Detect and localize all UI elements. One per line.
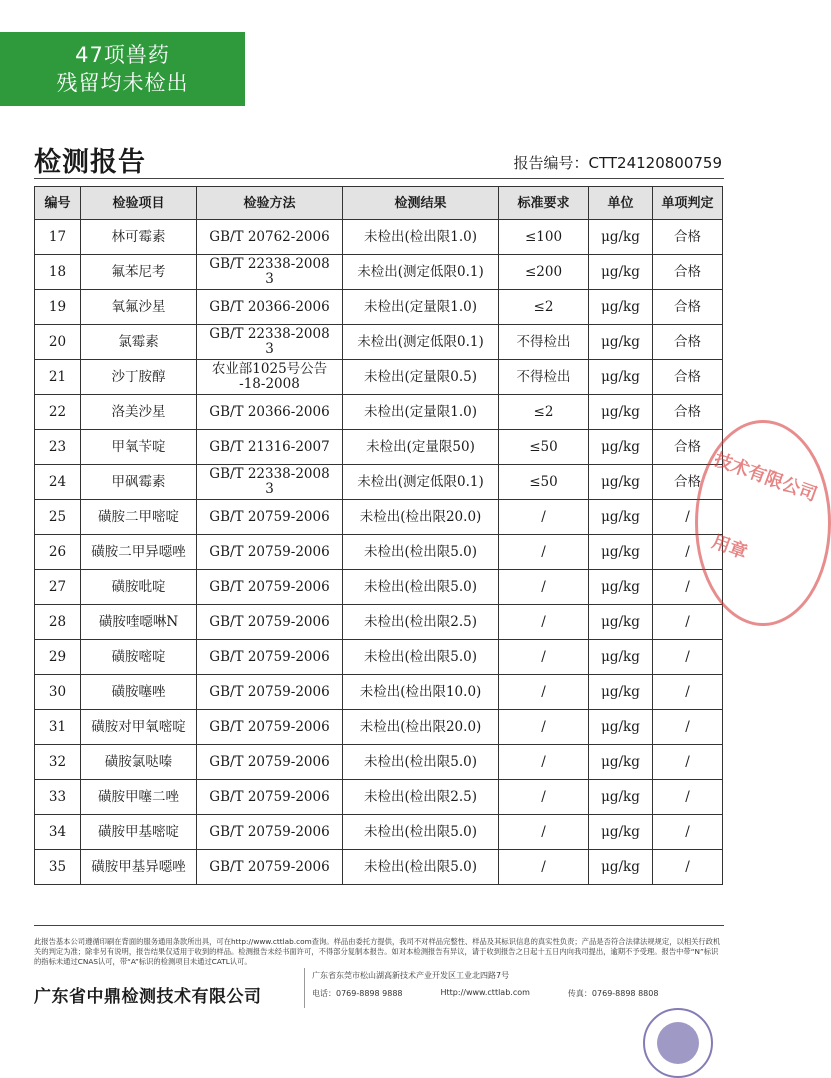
method-cell: GB/T 20759-2006 [197,745,343,780]
item-name-cell: 磺胺氯哒嗪 [81,745,197,780]
result-cell: 未检出(测定低限0.1) [343,255,499,290]
unit-cell: μg/kg [589,465,653,500]
standard-cell: / [499,815,589,850]
item-name-cell: 林可霉素 [81,220,197,255]
header-cell: 编号 [35,187,81,220]
judgement-cell: / [653,745,723,780]
judgement-cell: 合格 [653,360,723,395]
unit-cell: μg/kg [589,395,653,430]
item-name-cell: 沙丁胺醇 [81,360,197,395]
method-cell: GB/T 20759-2006 [197,500,343,535]
item-name-cell: 磺胺对甲氧嘧啶 [81,710,197,745]
red-official-stamp [695,420,831,626]
standard-cell: / [499,640,589,675]
unit-cell: μg/kg [589,745,653,780]
method-cell: GB/T 20366-2006 [197,395,343,430]
table-row [35,780,723,815]
company-name: 广东省中鼎检测技术有限公司 [34,987,262,1007]
table-row [35,395,723,430]
item-number-cell: 34 [35,815,81,850]
judgement-cell: 合格 [653,395,723,430]
stamp-text: 技术有限公司 [711,449,820,506]
result-cell: 未检出(检出限5.0) [343,850,499,885]
item-number-cell: 35 [35,850,81,885]
fax-number: 传真：0769-8898 8808 [567,989,659,998]
result-cell: 未检出(检出限1.0) [343,220,499,255]
banner-line-2: 残留均未检出 [56,71,189,95]
table-row [35,640,723,675]
table-row [35,815,723,850]
item-name-cell: 氯霉素 [81,325,197,360]
unit-cell: μg/kg [589,430,653,465]
item-number-cell: 28 [35,605,81,640]
header-cell: 检验项目 [81,187,197,220]
item-name-cell: 磺胺喹噁啉N [81,605,197,640]
method-cell: GB/T 22338-2008 3 [197,465,343,500]
result-cell: 未检出(检出限5.0) [343,815,499,850]
result-cell: 未检出(检出限2.5) [343,605,499,640]
item-number-cell: 29 [35,640,81,675]
method-cell: GB/T 22338-2008 3 [197,255,343,290]
company-address: 广东省东莞市松山湖高新技术产业开发区工业北四路7号 [312,971,510,980]
method-cell: GB/T 20759-2006 [197,710,343,745]
disclaimer-text: 此报告基本公司遵循印刷在背面的服务通用条款所出具，可在http://www.cttlab.com查询。样品由委托方提供，我司不对样品完整性、样品及其标识信息的真实性负责；产品是否符合法律法规规定，以相关行政机关的判定为准；除非另有说明，报告结果仅适用于收到的样品。检测报告未经书面许可，不得部分复制本报告。如对本检测报告有异议，请于收到报告之日起十五日内向我司提出，逾期不予受理。报告中带“N”标识的指标未通过CNAS认可，带“A”标识的检测项目未通过CATL认可。 [34,937,721,966]
judgement-cell: / [653,850,723,885]
result-cell: 未检出(检出限20.0) [343,710,499,745]
standard-cell: ≤200 [499,255,589,290]
table-row [35,465,723,500]
report-number: 报告编号：CTT24120800759 [513,154,722,172]
result-cell: 未检出(检出限10.0) [343,675,499,710]
item-number-cell: 19 [35,290,81,325]
result-cell: 未检出(检出限5.0) [343,535,499,570]
banner-line-1: 47项兽药 [75,43,170,67]
standard-cell: / [499,570,589,605]
footer-divider [34,925,724,926]
header-divider [34,178,724,179]
item-name-cell: 磺胺甲基嘧啶 [81,815,197,850]
item-name-cell: 氧氟沙星 [81,290,197,325]
judgement-cell: / [653,570,723,605]
table-row [35,570,723,605]
result-cell: 未检出(定量限1.0) [343,290,499,325]
unit-cell: μg/kg [589,605,653,640]
item-number-cell: 31 [35,710,81,745]
item-number-cell: 33 [35,780,81,815]
judgement-cell: 合格 [653,430,723,465]
unit-cell: μg/kg [589,815,653,850]
contact-line [312,988,742,999]
standard-cell: / [499,535,589,570]
item-number-cell: 22 [35,395,81,430]
table-row [35,430,723,465]
unit-cell: μg/kg [589,535,653,570]
method-cell: GB/T 20759-2006 [197,815,343,850]
judgement-cell: / [653,710,723,745]
standard-cell: / [499,745,589,780]
table-row [35,675,723,710]
item-number-cell: 21 [35,360,81,395]
result-cell: 未检出(检出限5.0) [343,640,499,675]
unit-cell: μg/kg [589,570,653,605]
method-cell: GB/T 20759-2006 [197,570,343,605]
result-cell: 未检出(测定低限0.1) [343,465,499,500]
item-name-cell: 甲氧苄啶 [81,430,197,465]
unit-cell: μg/kg [589,850,653,885]
standard-cell: ≤50 [499,465,589,500]
method-cell: GB/T 21316-2007 [197,430,343,465]
item-name-cell: 洛美沙星 [81,395,197,430]
item-number-cell: 20 [35,325,81,360]
stamp-fragment: 用章 [708,531,750,564]
item-number-cell: 30 [35,675,81,710]
item-name-cell: 磺胺吡啶 [81,570,197,605]
standard-cell: 不得检出 [499,325,589,360]
header-cell: 检测结果 [343,187,499,220]
method-cell: GB/T 20759-2006 [197,850,343,885]
item-number-cell: 17 [35,220,81,255]
item-name-cell: 磺胺甲基异噁唑 [81,850,197,885]
item-name-cell: 氟苯尼考 [81,255,197,290]
method-cell: GB/T 20366-2006 [197,290,343,325]
unit-cell: μg/kg [589,675,653,710]
result-cell: 未检出(检出限5.0) [343,745,499,780]
table-row [35,325,723,360]
method-cell: GB/T 20759-2006 [197,605,343,640]
standard-cell: ≤50 [499,430,589,465]
test-results-table [34,186,723,885]
judgement-cell: 合格 [653,465,723,500]
judgement-cell: / [653,605,723,640]
item-number-cell: 32 [35,745,81,780]
item-number-cell: 24 [35,465,81,500]
method-cell: 农业部1025号公告 -18-2008 [197,360,343,395]
unit-cell: μg/kg [589,325,653,360]
standard-cell: / [499,850,589,885]
unit-cell: μg/kg [589,255,653,290]
standard-cell: 不得检出 [499,360,589,395]
company-seal-logo [643,1008,713,1078]
item-name-cell: 磺胺嘧啶 [81,640,197,675]
website-link[interactable]: Http://www.cttlab.com [440,988,530,997]
table-row [35,360,723,395]
table-row [35,255,723,290]
header-cell: 标准要求 [499,187,589,220]
standard-cell: / [499,675,589,710]
table-row [35,850,723,885]
standard-cell: / [499,605,589,640]
result-cell: 未检出(定量限0.5) [343,360,499,395]
result-cell: 未检出(定量限1.0) [343,395,499,430]
standard-cell: / [499,780,589,815]
judgement-cell: / [653,675,723,710]
phone-number: 电话：0769-8898 9888 [312,989,403,998]
item-number-cell: 27 [35,570,81,605]
item-name-cell: 磺胺甲噻二唑 [81,780,197,815]
report-title: 检测报告 [34,147,146,178]
standard-cell: / [499,710,589,745]
result-cell: 未检出(检出限2.5) [343,780,499,815]
footer-separator [304,968,305,1008]
table-row [35,745,723,780]
judgement-cell: / [653,815,723,850]
table-row [35,710,723,745]
unit-cell: μg/kg [589,500,653,535]
judgement-cell: / [653,640,723,675]
standard-cell: ≤100 [499,220,589,255]
judgement-cell: 合格 [653,220,723,255]
item-name-cell: 甲砜霉素 [81,465,197,500]
seal-emblem-icon [657,1022,699,1064]
judgement-cell: / [653,535,723,570]
method-cell: GB/T 20762-2006 [197,220,343,255]
standard-cell: / [499,500,589,535]
standard-cell: ≤2 [499,395,589,430]
item-name-cell: 磺胺二甲异噁唑 [81,535,197,570]
table-row [35,535,723,570]
judgement-cell: 合格 [653,325,723,360]
judgement-cell: / [653,780,723,815]
method-cell: GB/T 20759-2006 [197,535,343,570]
table-row [35,500,723,535]
unit-cell: μg/kg [589,290,653,325]
header-cell: 检验方法 [197,187,343,220]
unit-cell: μg/kg [589,780,653,815]
table-row [35,605,723,640]
item-number-cell: 25 [35,500,81,535]
result-cell: 未检出(检出限5.0) [343,570,499,605]
header-cell: 单项判定 [653,187,723,220]
item-number-cell: 26 [35,535,81,570]
method-cell: GB/T 20759-2006 [197,780,343,815]
table-header-row [35,187,723,220]
item-number-cell: 23 [35,430,81,465]
judgement-cell: 合格 [653,290,723,325]
item-number-cell: 18 [35,255,81,290]
item-name-cell: 磺胺噻唑 [81,675,197,710]
unit-cell: μg/kg [589,220,653,255]
header-cell: 单位 [589,187,653,220]
method-cell: GB/T 20759-2006 [197,675,343,710]
result-cell: 未检出(检出限20.0) [343,500,499,535]
table-row [35,220,723,255]
table-row [35,290,723,325]
result-cell: 未检出(定量限50) [343,430,499,465]
result-cell: 未检出(测定低限0.1) [343,325,499,360]
item-name-cell: 磺胺二甲嘧啶 [81,500,197,535]
standard-cell: ≤2 [499,290,589,325]
judgement-cell: / [653,500,723,535]
judgement-cell: 合格 [653,255,723,290]
promo-banner [0,32,245,106]
method-cell: GB/T 22338-2008 3 [197,325,343,360]
method-cell: GB/T 20759-2006 [197,640,343,675]
unit-cell: μg/kg [589,360,653,395]
unit-cell: μg/kg [589,710,653,745]
unit-cell: μg/kg [589,640,653,675]
